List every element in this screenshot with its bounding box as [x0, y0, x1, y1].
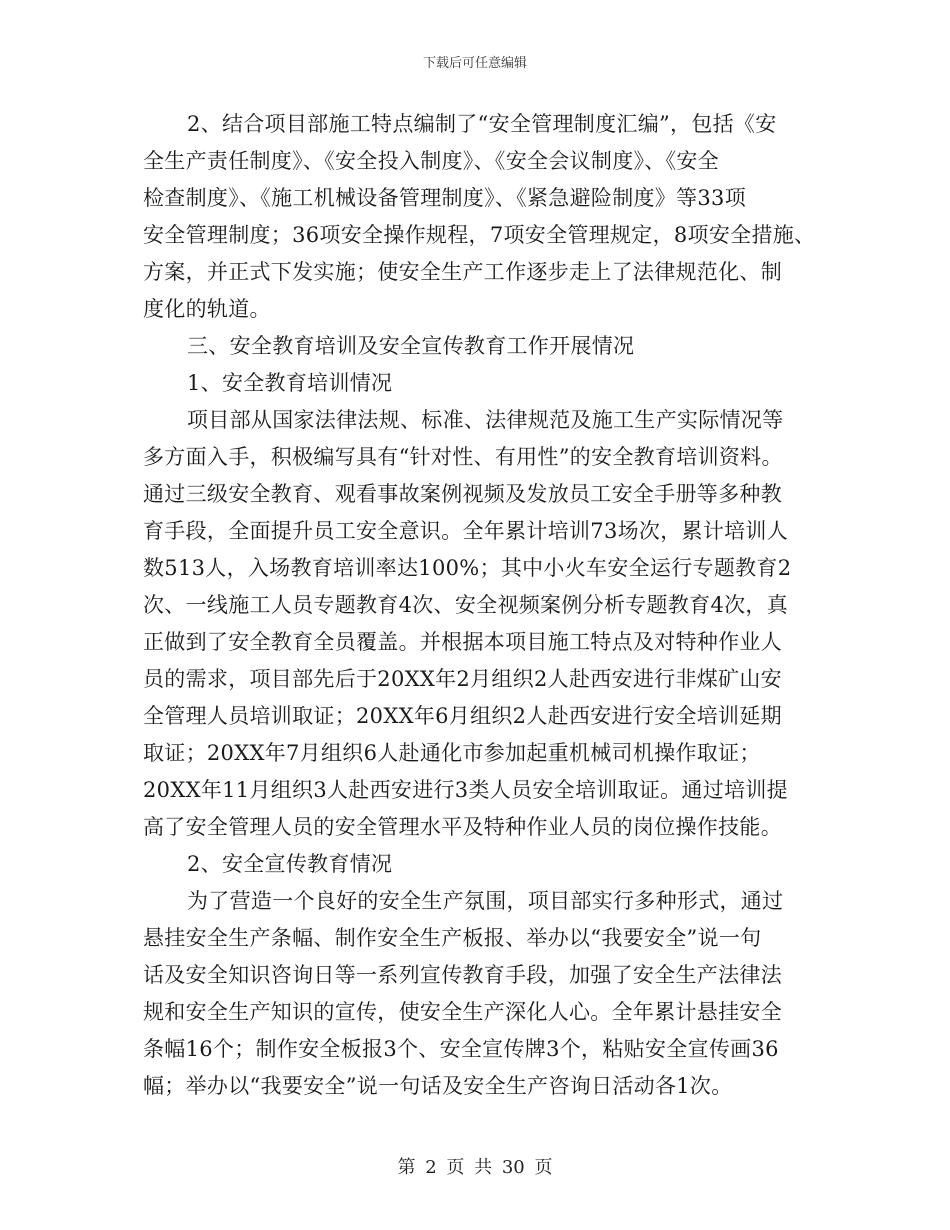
paragraph-line: 2、结合项目部施工特点编制了“安全管理制度汇编”，包括《安: [187, 112, 777, 136]
page-header: 下载后可任意编辑: [422, 56, 527, 71]
paragraph-line: 幅；举办以“我要安全”说一句话及安全生产咨询日活动各1次。: [143, 1074, 733, 1098]
paragraph-line: 20XX年11月组织3人赴西安进行3类人员安全培训取证。通过培训提: [143, 778, 788, 802]
paragraph-line: 话及安全知识咨询日等一系列宣传教育手段，加强了安全生产法律法: [143, 963, 782, 987]
paragraph-line: 为了营造一个良好的安全生产氛围，项目部实行多种形式，通过: [187, 889, 784, 913]
paragraph-line: 次、一线施工人员专题教育4次、安全视频案例分析专题教育4次，真: [143, 593, 789, 617]
paragraph-line: 高了安全管理人员的安全管理水平及特种作业人员的岗位操作技能。: [143, 815, 782, 839]
subsection-heading: 2、安全宣传教育情况: [187, 852, 393, 876]
paragraph-line: 通过三级安全教育、观看事故案例视频及发放员工安全手册等多种教: [143, 482, 782, 506]
section-heading: 三、安全教育培训及安全宣传教育工作开展情况: [187, 334, 635, 358]
paragraph-line: 正做到了安全教育全员覆盖。并根据本项目施工特点及对特种作业人: [143, 630, 782, 654]
paragraph-line: 项目部从国家法律法规、标准、法律规范及施工生产实际情况等: [187, 408, 784, 432]
document-body: [143, 106, 816, 1105]
paragraph-line: 多方面入手，积极编写具有“针对性、有用性”的安全教育培训资料。: [143, 445, 783, 469]
paragraph-line: 检查制度》、《施工机械设备管理制度》、《紧急避险制度》等33项: [143, 186, 747, 210]
page-number-footer: 第 2 页 共 30 页: [397, 1157, 553, 1178]
paragraph-line: 安全管理制度；36项安全操作规程，7项安全管理规定，8项安全措施、: [143, 223, 816, 247]
paragraph-line: 员的需求，项目部先后于20XX年2月组织2人赴西安进行非煤矿山安: [143, 667, 782, 691]
paragraph-line: 悬挂安全生产条幅、制作安全生产板报、举办以“我要安全”说一句: [143, 926, 762, 950]
paragraph-line: 数513人，入场教育培训率达100%；其中小火车安全运行专题教育2: [143, 556, 792, 580]
paragraph-line: 条幅16个；制作安全板报3个、安全宣传牌3个，粘贴安全宣传画36: [143, 1037, 779, 1061]
subsection-heading: 1、安全教育培训情况: [187, 371, 393, 395]
paragraph-line: 全生产责任制度》、《安全投入制度》、《安全会议制度》、《安全: [143, 149, 719, 173]
paragraph-line: 规和安全生产知识的宣传，使安全生产深化人心。全年累计悬挂安全: [143, 1000, 782, 1024]
paragraph-line: 取证；20XX年7月组织6人赴通化市参加起重机械司机操作取证；: [143, 741, 761, 765]
paragraph-line: 度化的轨道。: [143, 297, 271, 321]
paragraph-line: 全管理人员培训取证；20XX年6月组织2人赴西安进行安全培训延期: [143, 704, 782, 728]
paragraph-line: 方案，并正式下发实施；使安全生产工作逐步走上了法律规范化、制: [143, 260, 782, 284]
paragraph-line: 育手段，全面提升员工安全意识。全年累计培训73场次，累计培训人: [143, 519, 789, 543]
